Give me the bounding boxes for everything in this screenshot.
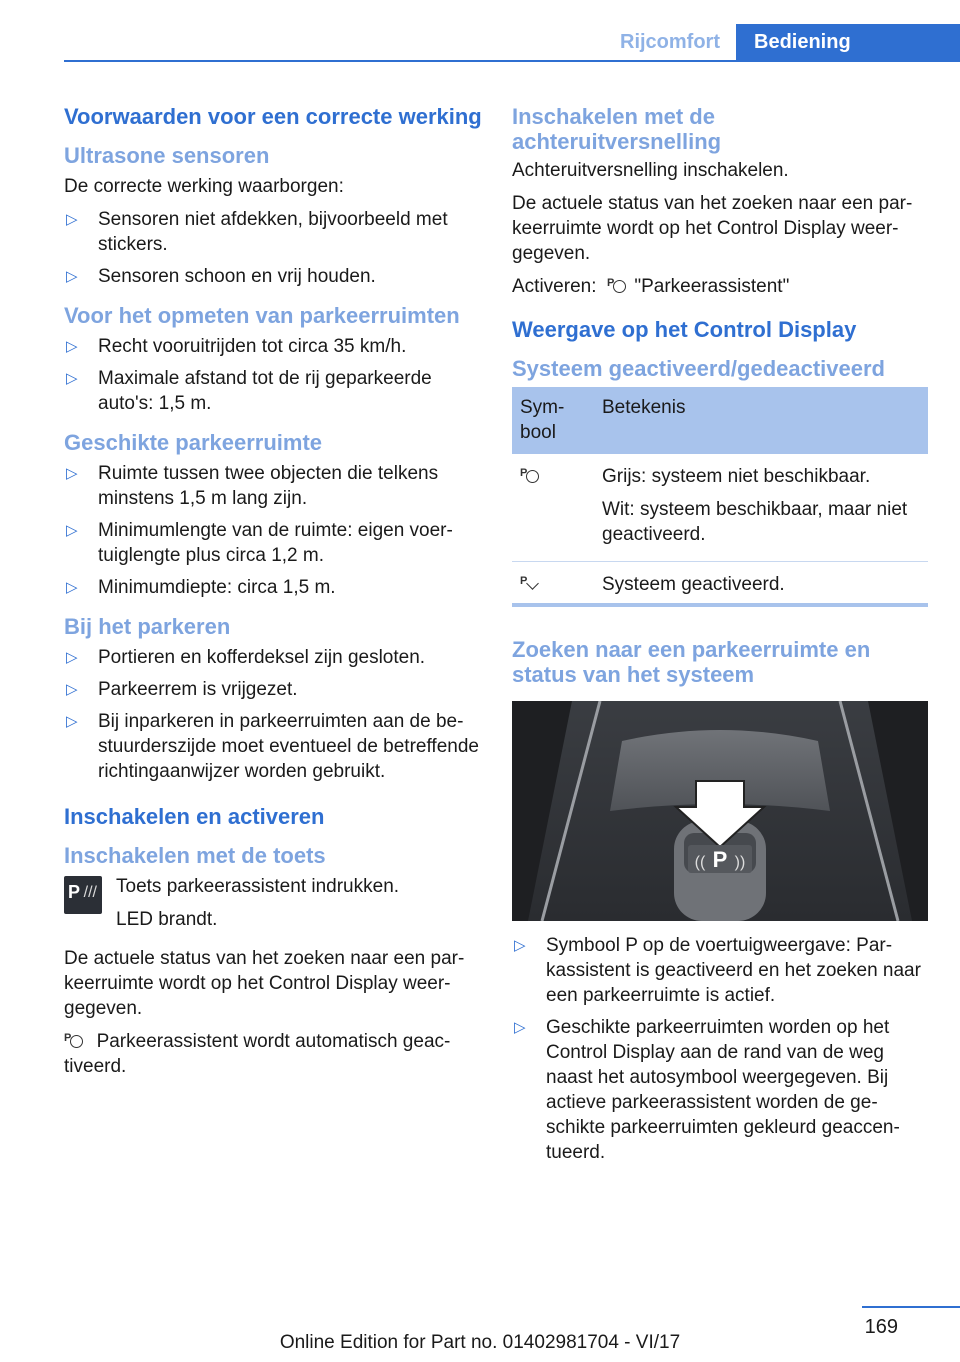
table-header-row (512, 387, 928, 454)
heading-bij-parkeren: Bij het parkeren (64, 614, 231, 639)
list-zoeken (512, 933, 928, 1165)
list-bij-parkeren (64, 645, 482, 784)
table-text: Wit: systeem beschikbaar, maar niet geactiveerd. (602, 499, 908, 545)
bullet-icon: ▷ (66, 370, 78, 387)
heading-voorwaarden: Voorwaarden voor een correcte werking (64, 104, 482, 129)
list-geschikte (64, 461, 482, 600)
heading-zoeken: Zoeken naar een parkeerruimte en status van het systeem (512, 637, 871, 687)
bullet-icon: ▷ (66, 649, 78, 666)
bullet-icon: ▷ (66, 713, 78, 730)
bullet-icon: ▷ (514, 937, 526, 954)
bullet-icon: ▷ (66, 465, 78, 482)
text-status-right: De actuele status van het zoeken naar een parkeerruimte wordt op het Control Display weergegeven. (512, 193, 913, 264)
list-item: ▷ Portieren en kofferdeksel zijn gesloten. (66, 647, 426, 668)
park-assist-icon: P (64, 1030, 86, 1050)
page-number-rule (862, 1306, 960, 1308)
text-led-brandt: LED brandt. (116, 909, 218, 930)
left-column (64, 104, 482, 1087)
heading-toets: Inschakelen met de toets (64, 843, 326, 868)
header-rule (64, 60, 960, 62)
list-item: ▷ Bij inparkeren in parkeerruimten aan de bestuurderszijde moet eventueel de betreffende richtingaanwijzer worden gebruikt. (66, 711, 479, 782)
toets-block (64, 874, 482, 932)
bullet-icon: ▷ (66, 211, 78, 228)
table-cell-meaning: Systeem geactiveerd. (594, 562, 928, 606)
table-cell-meaning (594, 454, 928, 562)
footer-edition: Online Edition for Part no. 01402981704 - VI/17 (279, 1332, 681, 1353)
table-header-symbool: Symbool (512, 387, 594, 454)
park-assist-active-icon: P (520, 573, 542, 593)
list-ultrasoon (64, 207, 482, 289)
heading-geschikte: Geschikte parkeerruimte (64, 430, 323, 455)
list-item: ▷ Recht vooruitrijden tot circa 35 km/h. (66, 336, 407, 357)
list-item: ▷ Symbool P op de voertuigweergave: Parkassistent is geactiveerd en het zoeken naar een parkeerruimte is actief. (514, 935, 921, 1006)
symbol-table (512, 387, 928, 607)
svg-text:((: (( (694, 854, 706, 871)
park-assist-icon: P (607, 275, 629, 295)
list-opmeten (64, 334, 482, 416)
bullet-icon: ▷ (514, 1019, 526, 1036)
bullet-icon: ▷ (66, 579, 78, 596)
text-correcte-werking: De correcte werking waarborgen: (64, 176, 344, 197)
list-item: ▷ Sensoren schoon en vrij houden. (66, 266, 376, 287)
table-header-betekenis: Betekenis (594, 387, 928, 454)
svg-text:)): )) (734, 854, 746, 871)
park-assist-icon: P (520, 465, 542, 485)
page-number: 169 (864, 1316, 898, 1338)
list-item: ▷ Ruimte tussen twee objecten die telkens minstens 1,5 m lang zijn. (66, 463, 439, 509)
list-item: ▷ Geschikte parkeerruimten worden op het Control Display aan de rand van de weg naast het autosymbool weergegeven. Bij actieve parkeerassistent worden de geschikte parkeerruimten gekleurd geaccentueerd. (514, 1017, 900, 1163)
list-item: ▷ Sensoren niet afdekken, bijvoorbeeld met stickers. (66, 209, 448, 255)
image-label-p: P (712, 847, 728, 872)
list-item: ▷ Minimumdiepte: circa 1,5 m. (66, 577, 336, 598)
bullet-icon: ▷ (66, 338, 78, 355)
right-column (512, 104, 928, 1179)
heading-inschakelen: Inschakelen en activeren (64, 804, 325, 829)
table-row (512, 454, 928, 562)
table-cell-symbol (512, 454, 594, 562)
list-item: ▷ Maximale afstand tot de rij geparkeerde auto's: 1,5 m. (66, 368, 432, 414)
header-tab-chapter: Bediening (736, 24, 960, 62)
text-status: De actuele status van het zoeken naar een parkeerruimte wordt op het Control Display weergegeven. (64, 948, 465, 1019)
heading-ultrasone-sensoren: Ultrasone sensoren (64, 143, 270, 168)
text-activeren: Activeren: P "Parkeerassistent" (512, 276, 790, 297)
park-assist-button-icon: P /// (64, 876, 102, 914)
parking-display-image (512, 701, 928, 921)
parking-display-illustration (512, 701, 928, 921)
table-row (512, 562, 928, 606)
bullet-icon: ▷ (66, 681, 78, 698)
heading-achteruit: Inschakelen met de achteruitversnelling (512, 104, 722, 154)
list-item: ▷ Minimumlengte van de ruimte: eigen voertuiglengte plus circa 1,2 m. (66, 520, 453, 566)
header-tab-section: Rijcomfort (620, 31, 720, 53)
table-cell-symbol (512, 562, 594, 606)
bullet-icon: ▷ (66, 268, 78, 285)
heading-weergave: Weergave op het Control Display (512, 317, 857, 342)
bullet-icon: ▷ (66, 522, 78, 539)
text-auto-geactiveerd: P Parkeerassistent wordt automatisch geactiveerd. (64, 1031, 451, 1077)
heading-systeem: Systeem geactiveerd/gedeactiveerd (512, 356, 885, 381)
text-toets-indrukken: Toets parkeerassistent indrukken. (116, 876, 400, 897)
heading-opmeten: Voor het opmeten van parkeerruimten (64, 303, 460, 328)
text-achteruit: Achteruitversnelling inschakelen. (512, 160, 789, 181)
list-item: ▷ Parkeerrem is vrijgezet. (66, 679, 298, 700)
table-text: Grijs: systeem niet beschikbaar. (602, 466, 871, 487)
